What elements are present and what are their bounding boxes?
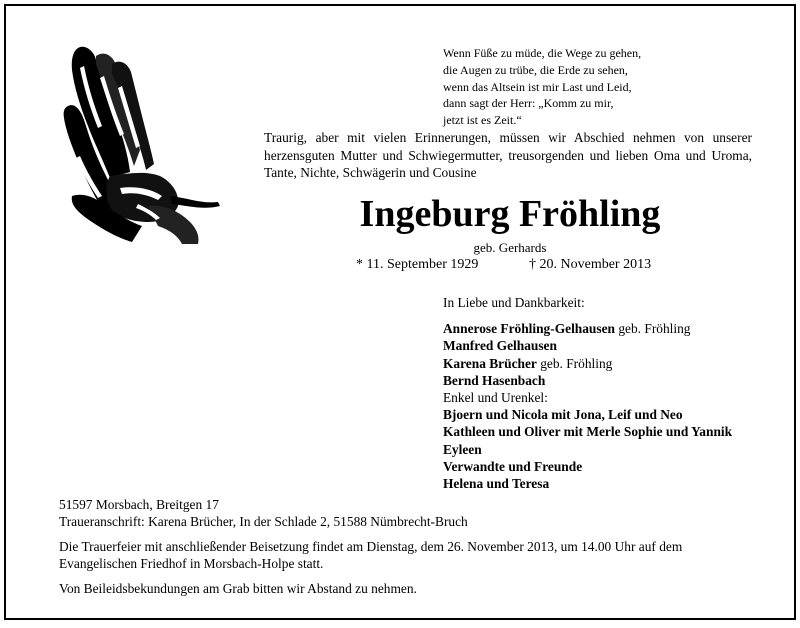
mourner-name: Eyleen [443, 441, 482, 457]
death-date: † 20. November 2013 [529, 257, 652, 272]
mourner-suffix: geb. Fröhling [615, 321, 691, 337]
poem-line: jetzt ist es Zeit.“ [443, 113, 522, 128]
maiden-name: geb. Gerhards [473, 240, 547, 255]
mourners-heading: In Liebe und Dankbarkeit: [443, 295, 585, 310]
list-item [443, 441, 732, 458]
mourner-name: Kathleen und Oliver mit Merle Sophie und Yannik [443, 424, 733, 440]
list-item [443, 372, 732, 389]
mourner-name: Bernd Hasenbach [443, 372, 546, 388]
mourner-name: Helena und Teresa [443, 476, 550, 492]
mourner-name: Manfred Gelhausen [443, 338, 557, 354]
poem [443, 45, 641, 129]
mourners-list [443, 294, 732, 492]
birth-date: * 11. September 1929 [356, 257, 479, 272]
poem-line: Wenn Füße zu müde, die Wege zu gehen, [443, 46, 642, 60]
ceremony-text: Evangelischen Friedhof in Morsbach-Holpe statt. [59, 556, 324, 572]
home-address: 51597 Morsbach, Breitgen 17 [59, 497, 219, 512]
mourner-name: Karena Brücher [443, 355, 537, 371]
list-item [443, 406, 732, 423]
obituary-notice [4, 4, 796, 620]
list-item [443, 475, 732, 492]
intro-text: Traurig, aber mit vielen Erinnerungen, müssen wir Abschied nehmen von unserer herzensguten Mutter und Schwiegermutter, treusorgenden und lieben Oma und Uroma, Tante, Nichte, Schwägerin und Cousine [264, 130, 752, 180]
mourner-suffix: geb. Fröhling [536, 355, 613, 371]
mourning-address: Traueranschrift: Karena Brücher, In der Schlade 2, 51588 Nümbrecht-Bruch [59, 514, 468, 530]
list-item [443, 355, 732, 372]
list-item [443, 337, 732, 354]
ceremony-text: Die Trauerfeier mit anschließender Beisetzung findet am Dienstag, dem 26. November 2013, um 14.00 Uhr auf dem [59, 538, 683, 554]
grandchildren-label: Enkel und Urenkel: [443, 390, 548, 406]
footer-info [59, 496, 759, 597]
condolence-note: Von Beileidsbekundungen am Grab bitten wir Abstand zu nehmen. [59, 580, 417, 596]
poem-line: wenn das Altsein ist mir Last und Leid, [443, 79, 632, 94]
list-item [443, 423, 732, 440]
mourner-name: Bjoern und Nicola mit Jona, Leif und Neo [443, 407, 683, 423]
mourner-name: Verwandte und Freunde [443, 458, 583, 474]
mourner-name: Annerose Fröhling-Gelhausen [443, 321, 615, 337]
poem-line: die Augen zu trübe, die Erde zu sehen, [443, 62, 628, 77]
poem-line: dann sagt der Herr: „Komm zu mir, [443, 96, 614, 111]
praying-hands-icon [50, 46, 225, 251]
list-item [443, 458, 732, 475]
list-item [443, 320, 732, 337]
deceased-name: Ingeburg Fröhling [359, 193, 661, 235]
